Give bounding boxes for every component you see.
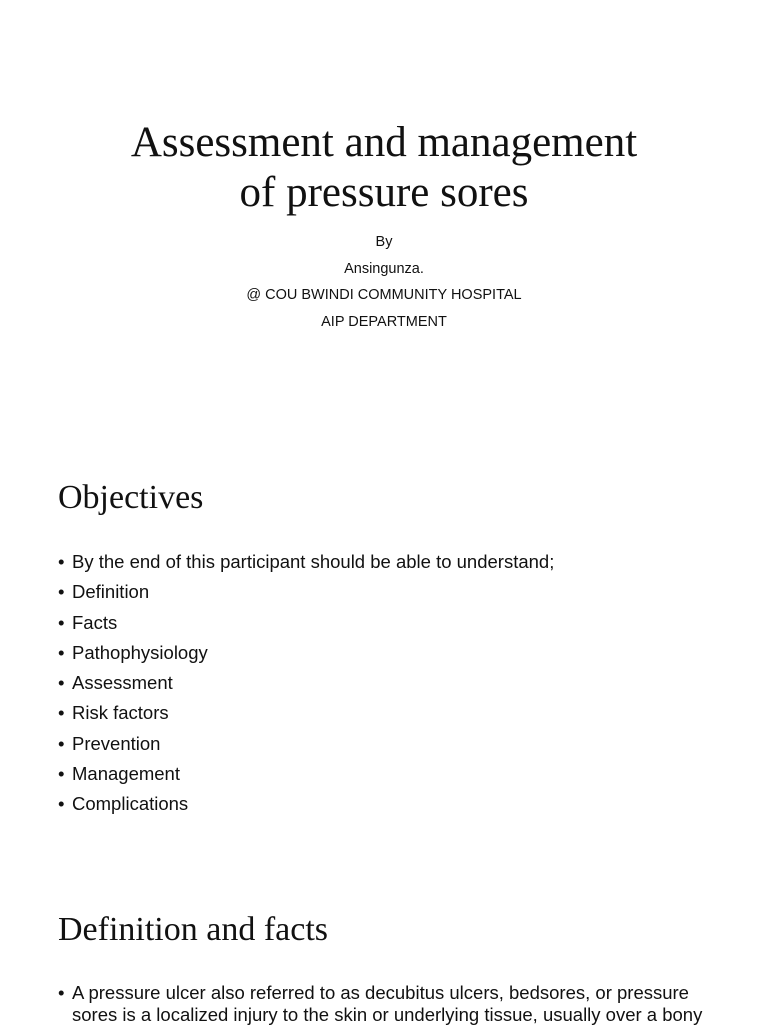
bullet-icon: • [58, 763, 65, 785]
list-item-text: Definition [72, 581, 150, 603]
bullet-icon: • [58, 702, 65, 724]
list-item [58, 577, 554, 607]
list-item-text: Prevention [72, 732, 161, 754]
list-item [58, 729, 554, 759]
title-slide [0, 0, 768, 440]
bullet-icon: • [58, 793, 65, 815]
list-item [58, 759, 554, 789]
definition-slide [0, 880, 768, 1024]
byline-author: Ansingunza. [344, 260, 424, 277]
list-item-text: Management [72, 763, 180, 785]
bullet-icon: • [58, 641, 65, 663]
byline-institution: @ COU BWINDI COMMUNITY HOSPITAL [246, 287, 522, 303]
objectives-slide [0, 440, 768, 880]
title-line-1: Assessment and management [130, 119, 638, 166]
list-item-text: Pathophysiology [72, 641, 208, 663]
definition-text: A pressure ulcer also referred to as decubitus ulcers, bedsores, or pressure sores is a localized injury to the skin or underlying tissue, usually over a bony [72, 982, 703, 1025]
list-item-text: By the end of this participant should be able to understand; [72, 551, 555, 572]
title-line-2: of pressure sores [239, 169, 529, 216]
definition-paragraph [58, 982, 722, 1026]
list-item-text: Facts [72, 611, 118, 633]
slide-heading: Definition and facts [58, 911, 329, 948]
bullet-icon: • [58, 581, 65, 603]
list-item-text: Risk factors [72, 702, 169, 724]
objectives-list [58, 547, 554, 820]
byline [0, 229, 768, 335]
bullet-icon: • [58, 672, 65, 694]
presentation-title [0, 118, 768, 218]
bullet-icon: • [58, 732, 65, 754]
byline-by: By [375, 234, 393, 250]
bullet-icon: • [58, 551, 65, 572]
byline-department: AIP DEPARTMENT [321, 313, 447, 330]
list-item-text: Assessment [72, 672, 173, 694]
list-item [58, 638, 554, 668]
list-item [58, 698, 554, 728]
list-item [58, 668, 554, 698]
list-item [58, 608, 554, 638]
list-item [58, 789, 554, 819]
bullet-icon: • [58, 611, 65, 633]
slide-heading: Objectives [58, 479, 204, 516]
list-item-text: Complications [72, 793, 189, 815]
bullet-icon: • [58, 982, 65, 1003]
list-item [58, 547, 554, 577]
